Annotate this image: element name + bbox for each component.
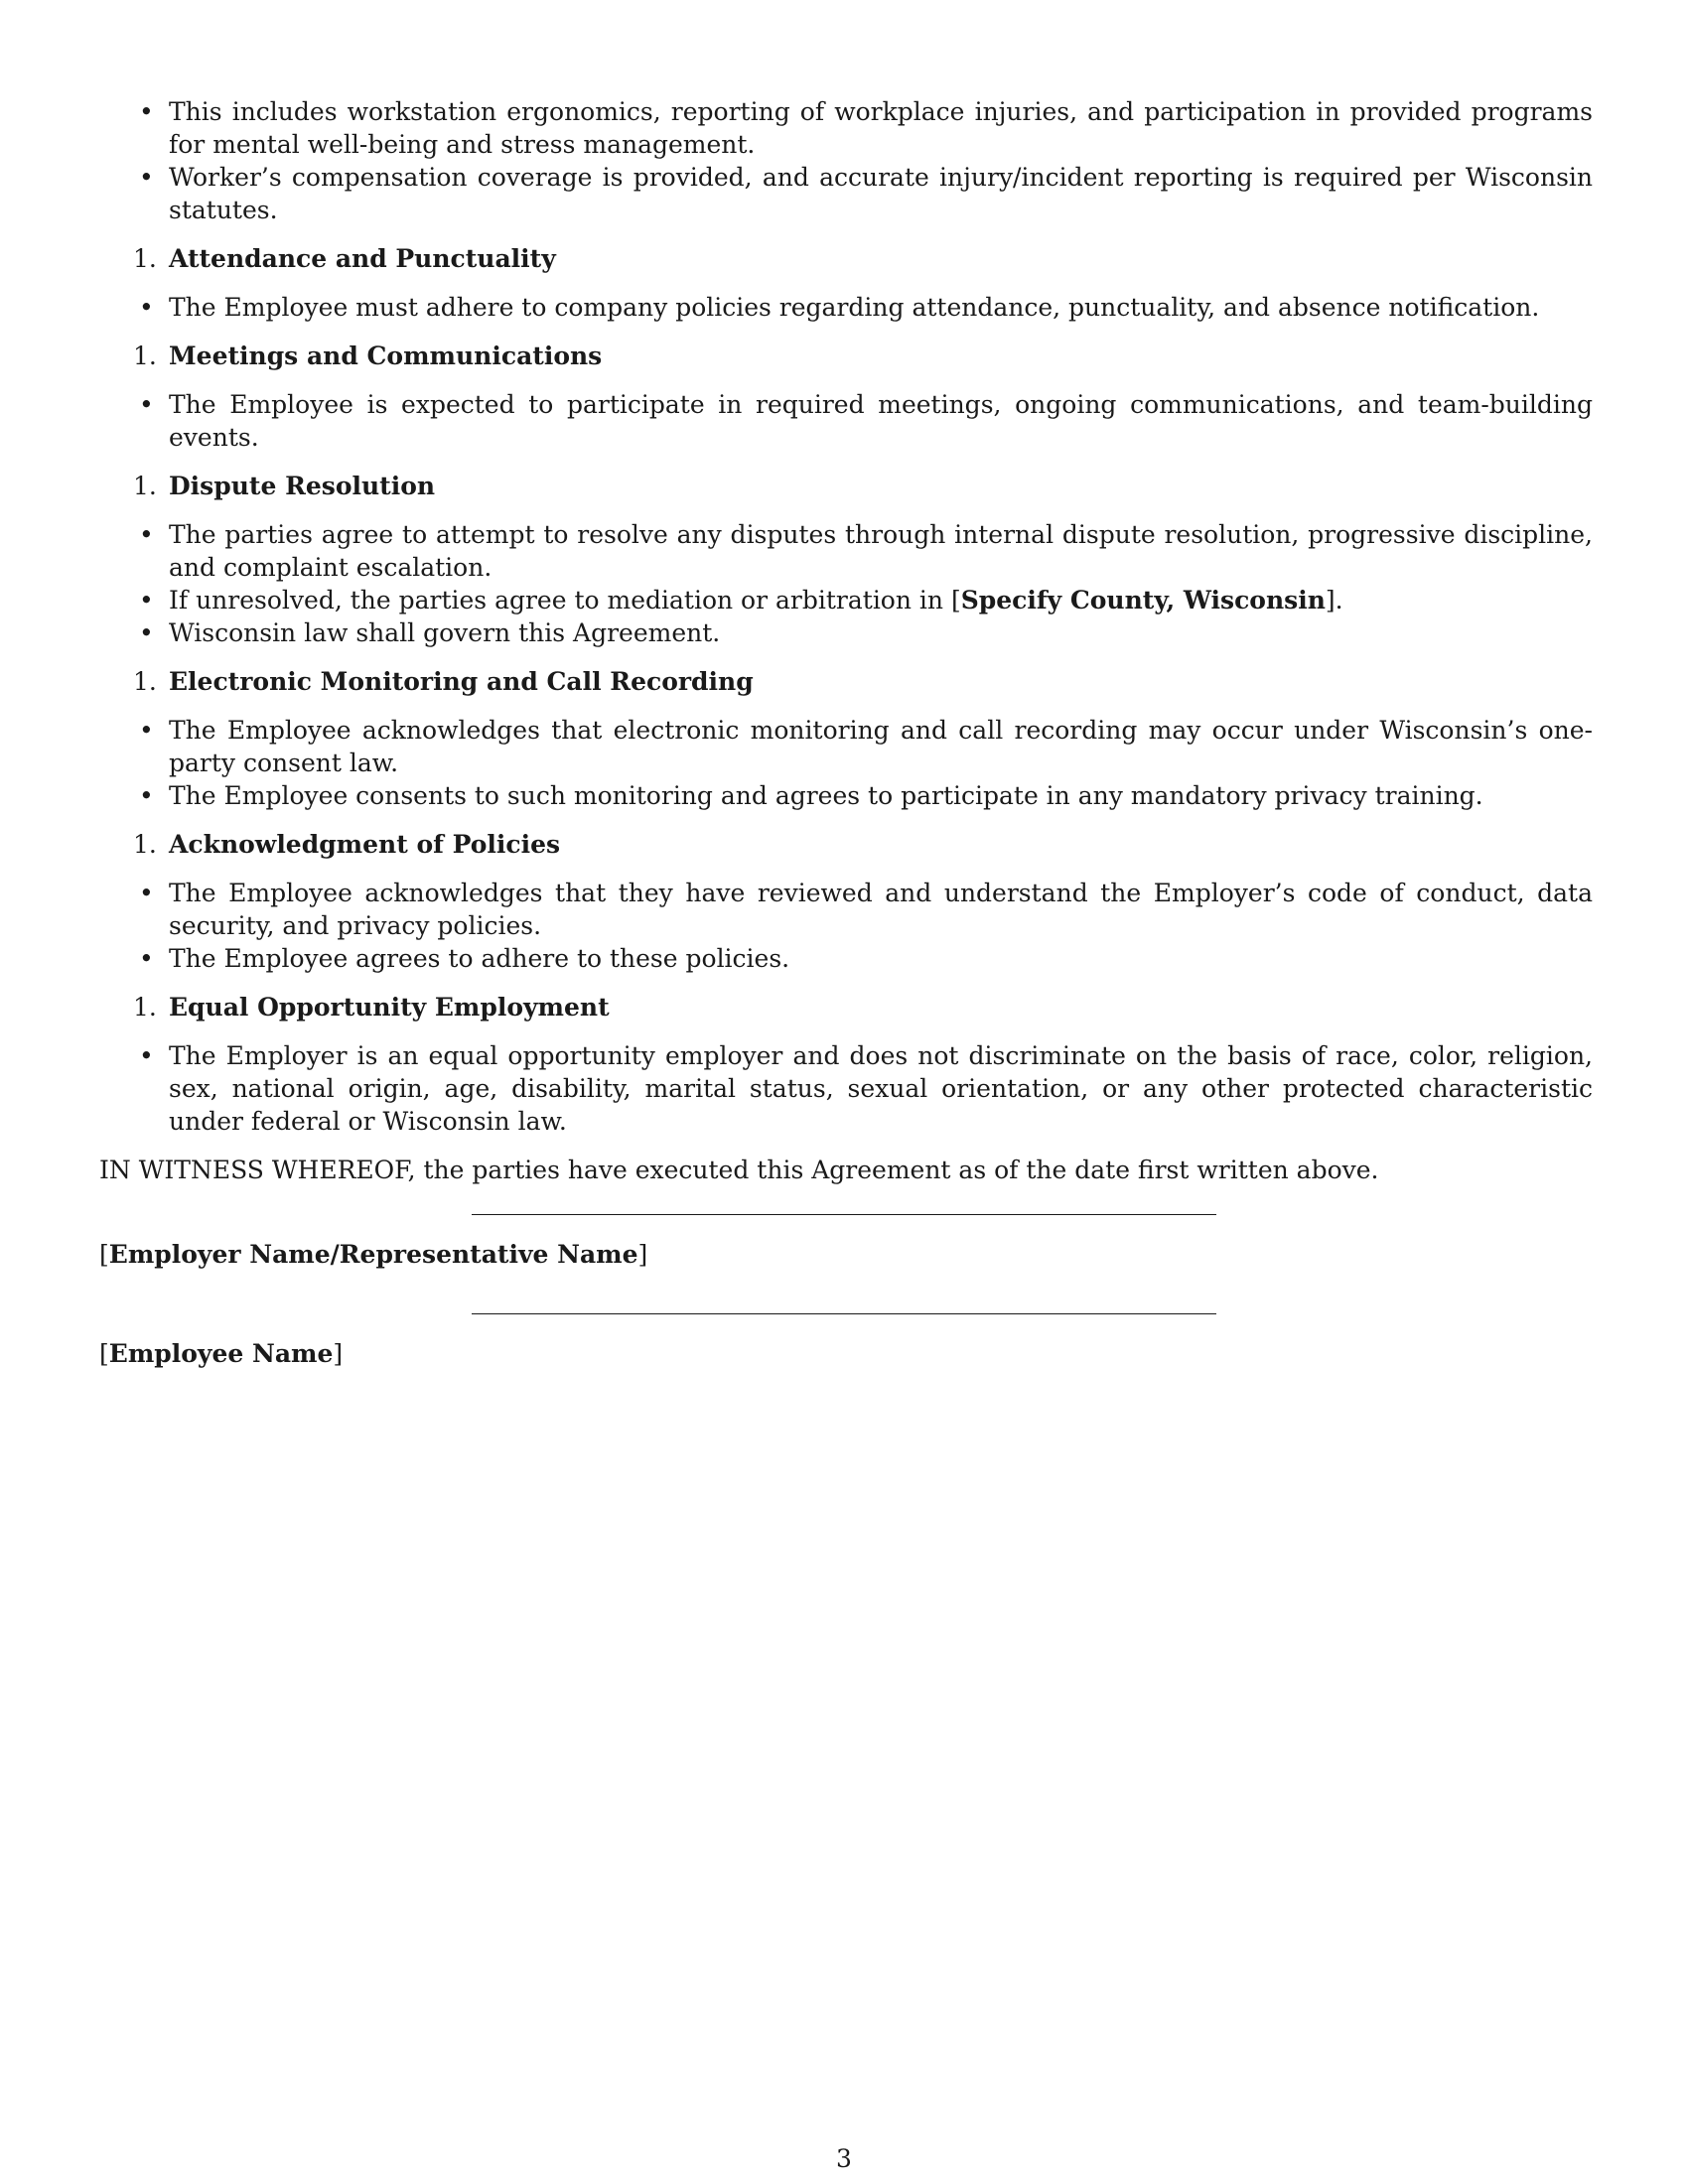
bullet-item: • The Employee agrees to adhere to these policies. [99,942,1593,975]
bullet-item: • Wisconsin law shall govern this Agreement. [99,616,1593,649]
employee-signature-block [99,1286,1593,1385]
section-title: Equal Opportunity Employment [169,993,610,1022]
section-heading-attendance [99,242,1593,275]
section-number: 1. [133,830,157,859]
employer-signature-line[interactable] [472,1214,1216,1215]
section-title: Attendance and Punctuality [169,244,556,273]
bullet-item: • The Employee acknowledges that electronic monitoring and call recording may occur under Wisconsin’s one-party consent law. [99,714,1593,779]
bullet-item: • The Employer is an equal opportunity employer and does not discriminate on the basis of race, color, religion, sex, national origin, age, disability, marital status, sexual orientation, or any other protected characteristic under federal or Wisconsin law. [99,1039,1593,1138]
employer-signature-block [99,1186,1593,1286]
bullet-item: • Worker’s compensation coverage is provided, and accurate injury/incident reporting is required per Wisconsin statutes. [99,161,1593,226]
section-number: 1. [133,472,157,500]
section-heading-equal-opportunity [99,991,1593,1024]
section-number: 1. [133,993,157,1022]
section-title: Electronic Monitoring and Call Recording [169,667,754,696]
section-heading-acknowledgment [99,828,1593,861]
page-number: 3 [836,2144,852,2173]
witness-statement: IN WITNESS WHEREOF, the parties have executed this Agreement as of the date first written above. [99,1156,1379,1184]
meetings-bullet-list [99,388,1593,454]
employer-name-label: [Employer Name/Representative Name] [99,1240,648,1269]
section-heading-dispute [99,470,1593,502]
section-title: Meetings and Communications [169,341,603,370]
dispute-bullet-list [99,518,1593,649]
section-number: 1. [133,341,157,370]
equal-opportunity-bullet-list [99,1039,1593,1138]
employee-name-label: [Employee Name] [99,1339,344,1368]
bullet-item: • The Employee acknowledges that they have reviewed and understand the Employer’s code of conduct, data security, and privacy policies. [99,877,1593,942]
section-heading-meetings [99,340,1593,372]
attendance-bullet-list [99,291,1593,324]
bullet-item: • The Employee must adhere to company policies regarding attendance, punctuality, and absence notification. [99,291,1593,324]
bullet-item: • This includes workstation ergonomics, reporting of workplace injuries, and participation in provided programs for mental well-being and stress management. [99,95,1593,161]
bullet-item-county: • If unresolved, the parties agree to mediation or arbitration in [Specify County, Wisconsin]. [99,584,1593,616]
bullet-item: • The Employee is expected to participate in required meetings, ongoing communications, and team-building events. [99,388,1593,454]
employee-name-text: Employee Name [108,1339,334,1368]
section-number: 1. [133,667,157,696]
intro-bullet-list [99,95,1593,226]
section-title: Dispute Resolution [169,472,436,500]
acknowledgment-bullet-list [99,877,1593,975]
bullet-item: • The Employee consents to such monitoring and agrees to participate in any mandatory privacy training. [99,779,1593,812]
section-heading-monitoring [99,665,1593,698]
section-title: Acknowledgment of Policies [169,830,561,859]
employer-name-text: Employer Name/Representative Name [108,1240,638,1269]
bullet-item: • The parties agree to attempt to resolve any disputes through internal dispute resolution, progressive discipline, and complaint escalation. [99,518,1593,584]
document-page [99,95,1593,1385]
monitoring-bullet-list [99,714,1593,812]
employee-signature-line[interactable] [472,1313,1216,1314]
section-number: 1. [133,244,157,273]
